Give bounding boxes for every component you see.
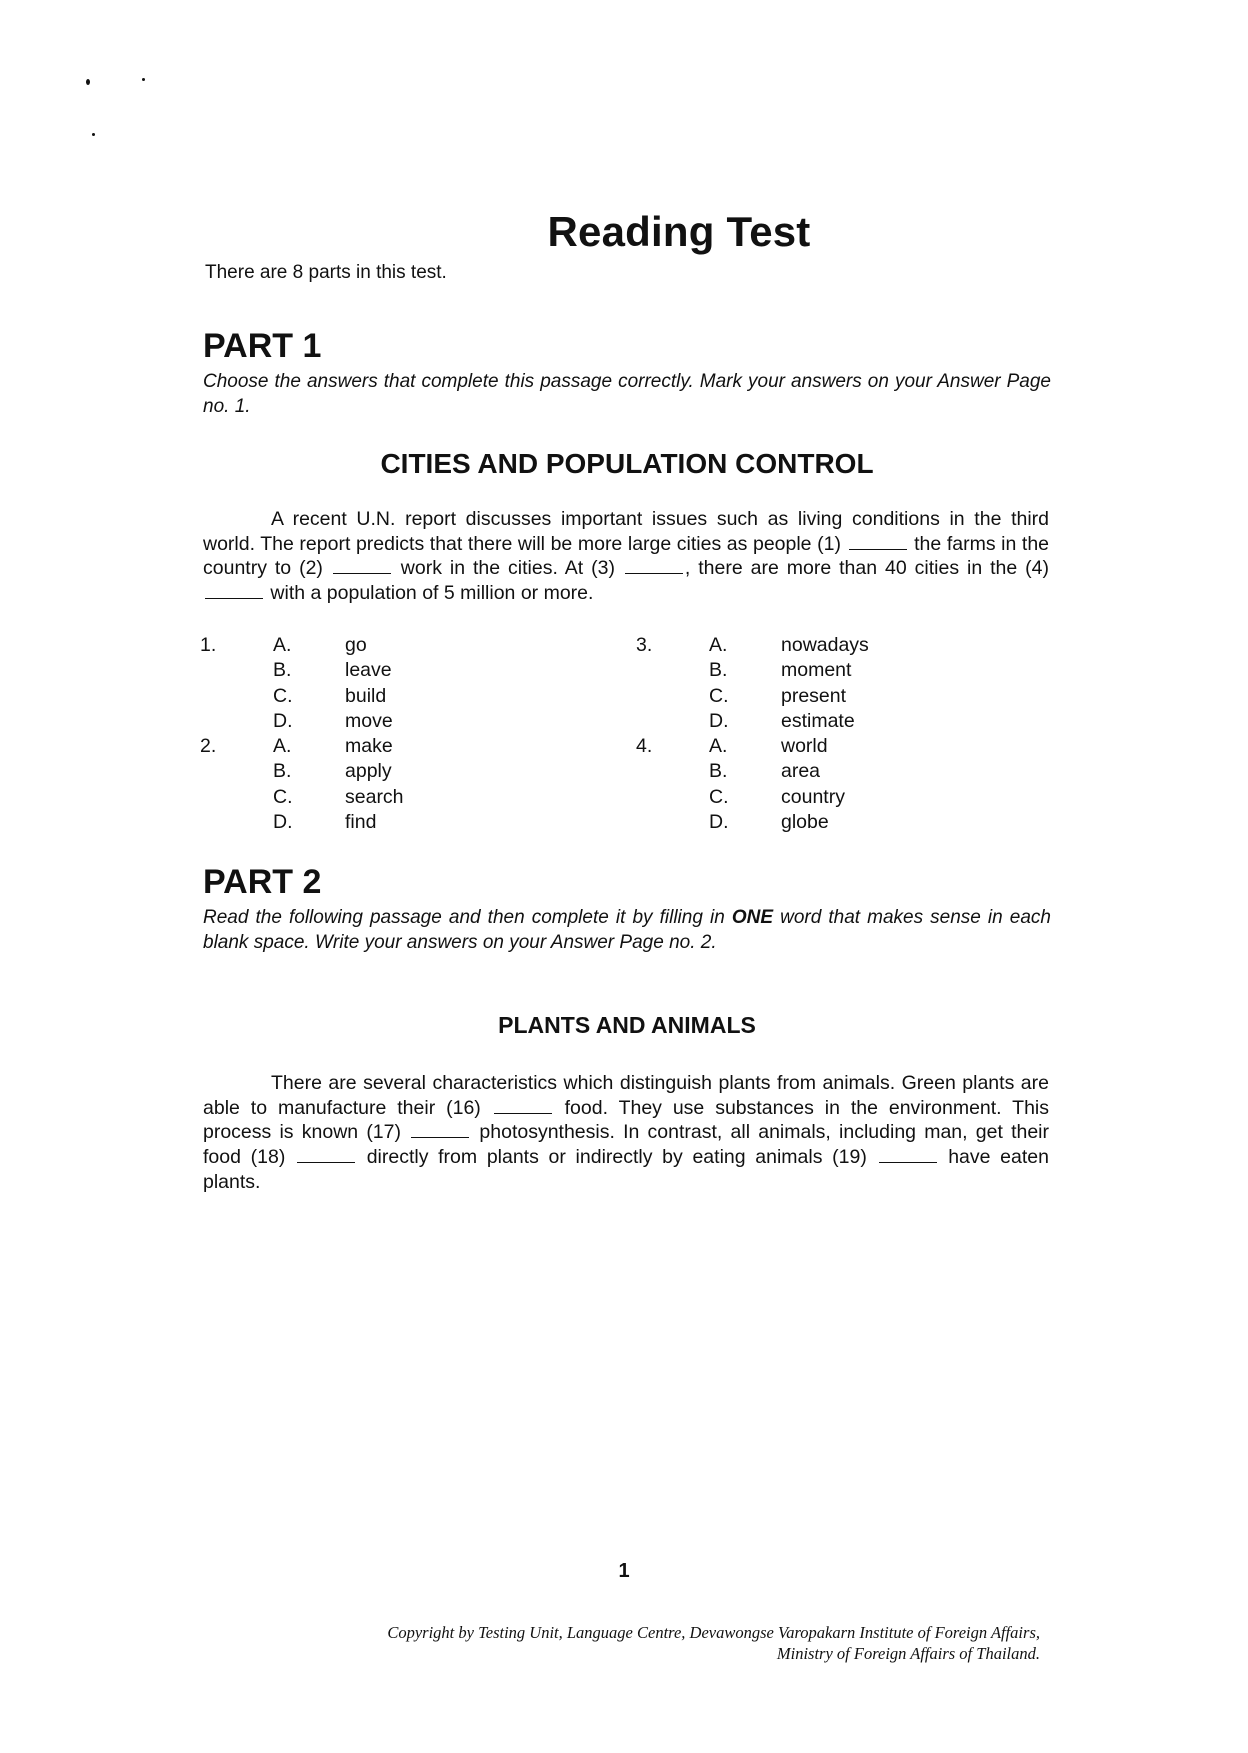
option-letter: D.	[273, 709, 293, 732]
passage-text: photosynthesis. In contrast, all animals, including man, get their food (18)	[203, 1121, 1049, 1169]
passage-text: the farms in the country to (2)	[203, 532, 1050, 580]
question-option[interactable]	[636, 735, 936, 760]
questions-right-column	[636, 634, 936, 836]
passage-text: directly from plants or indirectly by eating animals (19)	[366, 1146, 867, 1169]
scan-speck	[92, 133, 95, 136]
part1-passage	[203, 507, 1049, 606]
scan-speck	[142, 78, 145, 81]
question-number: 3.	[636, 634, 653, 656]
part1-passage-title: CITIES AND POPULATION CONTROL	[380, 448, 874, 479]
option-text: present	[781, 684, 847, 707]
question-number: 1.	[200, 634, 217, 656]
option-letter: A.	[709, 735, 728, 758]
option-text: move	[345, 709, 393, 732]
option-text: country	[781, 785, 845, 808]
blank-4	[205, 582, 263, 599]
question-option[interactable]	[636, 786, 936, 811]
part1-heading: PART 1	[203, 327, 322, 365]
option-letter: B.	[273, 659, 292, 682]
option-text: moment	[781, 659, 852, 682]
blank-18	[297, 1146, 355, 1163]
option-text: make	[345, 735, 393, 758]
option-letter: B.	[709, 659, 728, 682]
question-option[interactable]	[200, 811, 500, 836]
option-letter: B.	[709, 760, 728, 783]
page-number: 1	[618, 1560, 630, 1582]
option-letter: D.	[709, 709, 729, 732]
option-letter: C.	[273, 684, 293, 707]
question-number: 2.	[200, 735, 217, 758]
option-text: nowadays	[781, 634, 869, 656]
question-option[interactable]	[200, 685, 500, 710]
question-option[interactable]	[200, 760, 500, 785]
option-letter: C.	[273, 785, 293, 808]
copyright-line-1: Copyright by Testing Unit, Language Centre, Devawongse Varopakarn Institute of Foreign Affairs,	[387, 1623, 1040, 1642]
blank-17	[411, 1121, 469, 1138]
question-option[interactable]	[636, 685, 936, 710]
option-text: find	[345, 811, 377, 834]
passage-text: There are several characteristics which distinguish plants from animals. Green plants are able to manufacture their (16)	[203, 1072, 1049, 1119]
option-text: search	[345, 785, 404, 808]
option-text: area	[781, 760, 821, 783]
option-letter: B.	[273, 760, 292, 783]
scan-speck	[86, 79, 90, 85]
question-option[interactable]	[636, 760, 936, 785]
question-option[interactable]	[200, 659, 500, 684]
option-text: estimate	[781, 709, 855, 732]
option-letter: D.	[709, 811, 729, 834]
blank-2	[333, 557, 391, 574]
instruction-text: Read the following passage and then complete it by filling in	[203, 907, 732, 928]
blank-3	[625, 557, 683, 574]
part2-instruction	[203, 906, 1051, 955]
question-option[interactable]	[636, 811, 936, 836]
blank-1	[849, 533, 907, 550]
question-option[interactable]	[200, 786, 500, 811]
questions-left-column	[200, 634, 500, 836]
option-letter: A.	[273, 735, 292, 758]
option-letter: C.	[709, 785, 729, 808]
option-letter: A.	[709, 634, 728, 656]
passage-text: with a population of 5 million or more.	[270, 582, 594, 605]
option-letter: A.	[273, 634, 292, 656]
part1-instruction: Choose the answers that complete this passage correctly. Mark your answers on your Answer Page no. 1.	[203, 371, 1051, 417]
part2-passage	[203, 1071, 1049, 1195]
option-letter: C.	[709, 684, 729, 707]
blank-16	[494, 1097, 552, 1114]
option-text: build	[345, 684, 387, 707]
question-option[interactable]	[636, 710, 936, 735]
question-option[interactable]	[636, 634, 936, 659]
passage-text: A recent U.N. report discusses important issues such as living conditions in the third world. The report predicts that there will be more large cities as people (1)	[203, 508, 1049, 555]
option-letter: D.	[273, 811, 293, 834]
option-text: globe	[781, 811, 829, 834]
blank-19	[879, 1146, 937, 1163]
copyright-line-2: Ministry of Foreign Affairs of Thailand.	[776, 1644, 1040, 1663]
question-option[interactable]	[636, 659, 936, 684]
question-option[interactable]	[200, 710, 500, 735]
question-option[interactable]	[200, 634, 500, 659]
copyright-footer	[200, 1622, 1040, 1664]
option-text: apply	[345, 760, 392, 783]
instruction-text: word that makes sense in each blank space. Write your answers on your Answer Page no. 2.	[203, 907, 1051, 953]
option-text: world	[781, 735, 828, 758]
question-number: 4.	[636, 735, 653, 758]
passage-text: work in the cities. At (3)	[400, 557, 615, 580]
page-title: Reading Test	[547, 208, 811, 255]
instruction-emphasis: ONE	[731, 907, 774, 928]
option-text: leave	[345, 659, 392, 682]
passage-text: have eaten plants.	[203, 1146, 1049, 1193]
passage-text: , there are more than 40 cities in the (4)	[684, 557, 1049, 580]
test-intro: There are 8 parts in this test.	[205, 262, 447, 283]
question-option[interactable]	[200, 735, 500, 760]
option-text: go	[345, 634, 367, 656]
part2-passage-title: PLANTS AND ANIMALS	[498, 1012, 756, 1038]
passage-text: food. They use substances in the environment. This process is known (17)	[203, 1096, 1049, 1144]
part2-heading: PART 2	[203, 863, 322, 901]
